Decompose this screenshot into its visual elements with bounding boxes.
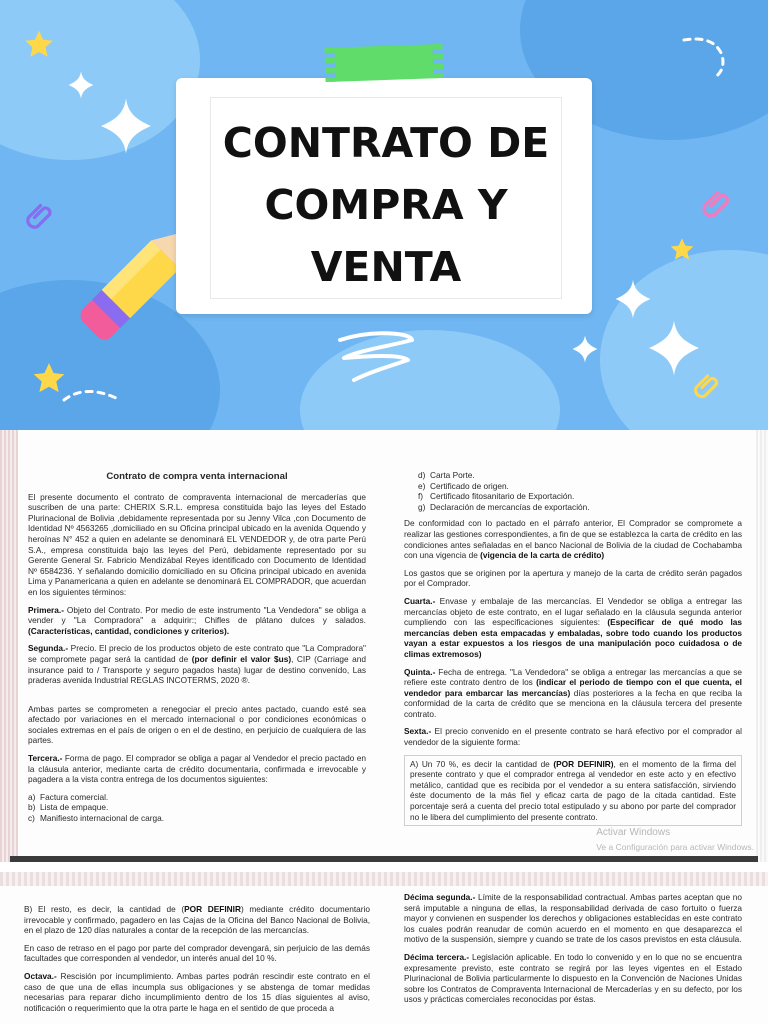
- watermark-subtitle: Ve a Configuración para activar Windows.: [596, 842, 754, 852]
- clause-label: Tercera.-: [28, 753, 63, 764]
- clause-text: Precio. El precio de los productos objeto de este contrato que "La Compradora" se compromete pagar será la cantidad de: [28, 643, 366, 664]
- contract-heading: Contrato de compra venta internacional: [106, 471, 288, 482]
- sparkle-icon: [66, 70, 96, 100]
- list-text: Declaración de mercancías de exportación.: [430, 501, 590, 512]
- paragraph-text: , en el momento de la firma del presente contrato y que el comprador entrega al vendedor en este acto y en efectivo metálico, cantidad que es recibida por el vendedor a su entera satisfacción, sirviendo éste documento de la más fiel y eficaz carta de pago de la citada cantidad. Este porcentaje será a cuenta del precio total estipulado y su abono por parte del comprador no le libera del cumplimiento del presente contrato.: [410, 758, 736, 822]
- title-card: [176, 78, 592, 314]
- paperclip-icon: [692, 366, 726, 406]
- clause-text: Límite de la responsabilidad contractual. Ambas partes aceptan que no será imputable a ninguna de ellas, la responsabilidad derivada de caso fortuito o fuerza mayor y convienen en suspender los derechos y obligaciones establecidas en este contrato los cuales podrán reanudar de común acuerdo en el momento en que desaparezca el motivo de la suspensión, siempre y cuando se trate de los casos previstos en esta cláusula.: [404, 892, 742, 945]
- windows-activation-watermark: [596, 826, 754, 854]
- clause-label: Octava.-: [24, 970, 57, 981]
- list-marker: b): [28, 802, 36, 813]
- clause-text: Fecha de entrega. "La Vendedora" se obliga a entregar las mercancías a que se refiere este contrato dentro de los: [404, 666, 742, 688]
- list-text: Certificado fitosanitario de Exportación.: [430, 491, 575, 502]
- paragraph-bold: POR DEFINIR: [184, 904, 241, 914]
- list-marker: c): [28, 813, 35, 824]
- list-item: [418, 502, 742, 513]
- documents-list-continued: [404, 470, 742, 512]
- documents-list: [28, 792, 366, 824]
- clause-text: , CIP (Carriage and insurance paid to / Transporte y seguro pagados hasta) lugar de destino convenido, Las praderas avenida Industrial REGLAS INCOTERMS, 2020 ®.: [28, 653, 367, 686]
- paragraph-bold: (POR DEFINIR): [553, 758, 614, 769]
- clause-text: días posteriores a la fecha en que reciba la conformidad de la carta de crédito que se menciona en la cláusula tercera del presente contrato.: [404, 687, 742, 719]
- list-text: Certificado de origen.: [430, 480, 509, 491]
- document-title: [211, 112, 561, 298]
- document-page-2: [0, 872, 768, 1024]
- clause-decima-tercera: [404, 952, 742, 1005]
- page1-right-column: [404, 470, 742, 833]
- paragraph-text: B) El resto, es decir, la cantidad de (: [24, 904, 185, 914]
- clause-label: Primera.-: [28, 604, 64, 615]
- title-line: COMPRA Y: [264, 181, 508, 229]
- title-line: VENTA: [310, 243, 462, 291]
- clause-bold: (Especificar de qué modo las mercancías deben esta empacadas y embaladas, sobre todo cuando los productos vayan a estar expuestos a los riesgos de una manipulación poco cuidadosa o de climas extremosos): [404, 617, 743, 659]
- list-marker: g): [418, 501, 426, 512]
- title-frame: [211, 98, 561, 298]
- paragraph-text: ) mediante crédito documentario irrevocable y confirmado, pagadero en las Cajas de la Oficina del Banco Nacional de Bolivia, en el plazo de 120 días naturales a contar de la recepción de las mercancías.: [24, 904, 370, 936]
- sparkle-icon: [96, 96, 156, 156]
- list-item: [418, 470, 742, 481]
- title-line: CONTRATO DE: [222, 119, 550, 167]
- clause-text: Envase y embalaje de las mercancías. El Vendedor se obliga a entregar las mercancías objeto de este contrato, en el lugar señalado en la cláusula segunda anterior cumpliendo con las especificaciones siguientes:: [404, 595, 742, 628]
- paperclip-icon: [24, 196, 60, 236]
- clause-decima-segunda: [404, 892, 742, 945]
- clause-label: Décima tercera.-: [404, 951, 470, 962]
- payment-b-paragraph: [24, 904, 370, 936]
- clause-primera: [28, 605, 366, 637]
- list-text: Factura comercial.: [40, 791, 109, 802]
- clause-octava: [24, 971, 370, 1013]
- clause-text: Forma de pago. El comprador se obliga a pagar al Vendedor el precio pactado en la cláusula anterior, mediante carta de crédito documentaria, confirmada e irrevocable y pagadera a la vista contra entrega de los documentos siguientes:: [28, 753, 366, 785]
- list-marker: a): [28, 791, 36, 802]
- gastos-paragraph: Los gastos que se originen por la apertura y manejo de la carta de crédito serán pagados por el Comprador.: [404, 567, 742, 589]
- list-item: [28, 792, 366, 803]
- clause-text: Legislación aplicable. En todo lo convenido y en lo que no se encuentra expresamente previsto, este contrato se regirá por las leyes vigentes en el Estado Plurinacional de Bolivia particularmente lo dispuesto en la Convención de Naciones Unidas sobre los Contratos de Compraventa Internacional de Mercaderías y en su defecto, por los usos y prácticas comerciales reconocidas por éstas.: [404, 951, 742, 1005]
- clause-sexta: [404, 726, 742, 747]
- late-payment-paragraph: En caso de retraso en el pago por parte del comprador devengará, sin perjuicio de las demás facultades que corresponden al vendedor, un interés anual del 10 %.: [24, 942, 370, 964]
- list-text: Lista de empaque.: [40, 802, 109, 813]
- list-item: [418, 491, 742, 502]
- renegotiation-paragraph: Ambas partes se comprometen a renegociar el precio antes pactado, cuando esté sea afectado por variaciones en el mercado internacional o por condiciones económicas o sociales extremas en el país de origen o en el de destino, en perjuicio de cualquiera de las partes.: [28, 703, 366, 746]
- page1-left-column: [28, 472, 366, 830]
- list-text: Carta Porte.: [430, 470, 475, 480]
- star-icon: [22, 28, 56, 62]
- list-marker: e): [418, 480, 426, 491]
- paperclip-icon: [700, 184, 738, 224]
- list-marker: d): [418, 470, 426, 480]
- page2-right-column: [404, 892, 742, 1012]
- page2-left-column: [24, 904, 370, 1020]
- clause-bold: (por definir el valor $us): [191, 653, 292, 664]
- clause-label: Sexta.-: [404, 726, 432, 737]
- clause-text: Rescisión por incumplimiento. Ambas partes podrán rescindir este contrato en el caso de que una de ellas incumpla sus obligaciones y se abstenga de tomar medidas necesarias para reparar dicho incumplimiento dentro de los 15 días siguientes al aviso, notificación o requerimiento que la otra parte le haga en el sentido de que proceda a: [24, 970, 370, 1013]
- list-marker: f): [418, 491, 424, 502]
- clause-text: Objeto del Contrato. Por medio de este instrumento "La Vendedora" se obliga a vender y "La Compradora" a adquirir:; Chifles de plátano dulces y salados.: [28, 604, 366, 626]
- clause-text: El precio convenido en el presente contrato se hará efectivo por el comprador al vendedor de la siguiente forma:: [404, 726, 742, 748]
- watermark-title: Activar Windows: [596, 827, 671, 838]
- dashed-doodle-icon: [674, 30, 734, 86]
- clause-label: Quinta.-: [404, 666, 436, 677]
- paragraph-text: A) Un 70 %, es decir la cantidad de: [410, 758, 554, 769]
- scan-edge: [0, 430, 18, 862]
- cover-slide: [0, 0, 768, 430]
- scribble-icon: [330, 328, 422, 386]
- clause-tercera: [28, 753, 366, 785]
- sparkle-icon: [612, 278, 654, 320]
- list-item: [418, 481, 742, 492]
- clause-bold: (Características, cantidad, condiciones y criterios).: [28, 625, 230, 636]
- clause-label: Décima segunda.-: [404, 892, 476, 902]
- list-item: [28, 813, 366, 824]
- clause-label: Segunda.-: [28, 643, 69, 654]
- washi-tape: [329, 44, 438, 82]
- clause-label: Cuarta.-: [404, 595, 436, 606]
- scan-edge: [756, 430, 768, 862]
- conformidad-paragraph: [404, 518, 742, 560]
- intro-paragraph: El presente documento el contrato de compraventa internacional de mercaderías que suscriben de una parte: CHERIX S.R.L. empresa constituida bajo las leyes del Estado Plurinacional de Bolivia ,debidamente representada por su Jenny Vilca ,con Documento de Identidad Nº 4563265 ,domiciliado en su Oficina principal ubicado en la avenida Oquendo y heroínas N° 452 a quien en adelante se denominará EL VENDEDOR y, de otra parte Perú S.A., empresa constituida bajo las leyes del Perú, debidamente representado por su Gerente General Sr. Fabricio Mendizábal Reyes identificado con Documento de Identidad Nº 6584236. Y señalando domicilio domiciliado en su Oficina principal ubicado en avenida Lima y Panamericana a quien en adelante se denominará EL COMPRADOR, que acuerdan en los siguientes términos:: [28, 491, 366, 597]
- list-item: [28, 802, 366, 813]
- paragraph-text: De conformidad con lo pactado en el párrafo anterior, El Comprador se compromete a realizar las gestiones correspondientes, a fin de que se establezca la carta de crédito en las condiciones antes señaladas en el banco Nacional de Bolivia de la ciudad de Cochabamba con una vigencia de: [404, 518, 742, 561]
- dashed-doodle-icon: [60, 380, 120, 410]
- star-icon: [668, 236, 696, 264]
- clause-segunda: [28, 643, 366, 685]
- paragraph-bold: (vigencia de la carta de crédito): [480, 550, 605, 561]
- clause-bold: (indicar el periodo de tiempo con el que cuenta, el vendedor para embarcar las mercancías): [404, 677, 742, 698]
- list-text: Manifiesto internacional de carga.: [40, 813, 165, 824]
- scan-edge: [0, 872, 768, 886]
- sparkle-icon: [570, 334, 600, 364]
- page-gap: [0, 862, 768, 872]
- payment-a-box: [404, 755, 742, 827]
- clause-cuarta: [404, 596, 742, 660]
- document-page-1: [0, 430, 768, 862]
- clause-quinta: [404, 667, 742, 720]
